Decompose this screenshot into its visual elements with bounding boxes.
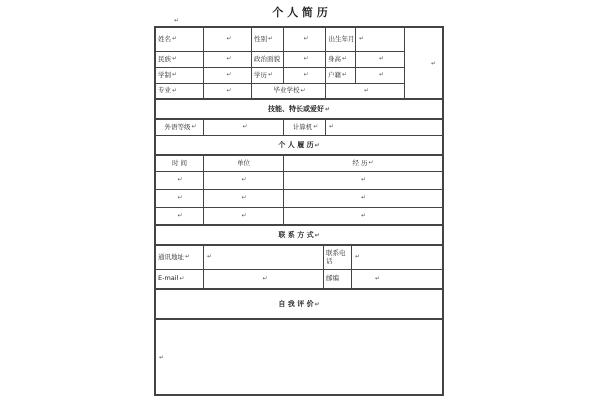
- row-basic-3: [156, 68, 404, 84]
- major-value-cell[interactable]: [204, 84, 252, 98]
- return-mark: ↵: [174, 17, 180, 24]
- return-mark: ↵: [241, 176, 247, 184]
- contact-row-2: [156, 270, 442, 290]
- education-value-cell[interactable]: [284, 68, 326, 83]
- return-mark: ↵: [303, 35, 309, 43]
- return-mark: ↵: [368, 159, 374, 167]
- email-label-cell: [156, 270, 204, 288]
- return-mark: ↵: [329, 123, 335, 131]
- phone-label-cell: [324, 246, 352, 269]
- hukou-label-cell: [326, 68, 356, 83]
- self-eval-header: [156, 290, 442, 318]
- birth-label-cell: [326, 28, 356, 51]
- unit-value-cell[interactable]: [204, 172, 284, 189]
- language-label-cell: [156, 120, 204, 135]
- return-mark: ↵: [303, 55, 309, 63]
- email-label: E-mail: [158, 274, 179, 283]
- education-label: 学历: [254, 70, 267, 79]
- unit-value-cell[interactable]: [204, 208, 284, 224]
- return-mark: ↵: [226, 35, 232, 43]
- experience-column-header: [284, 156, 442, 171]
- return-mark: ↵: [303, 71, 309, 79]
- experience-value-cell[interactable]: [284, 208, 442, 224]
- email-value-cell[interactable]: [204, 270, 324, 288]
- computer-label-cell: [284, 120, 326, 135]
- postcode-value-cell[interactable]: [352, 270, 442, 288]
- phone-value-cell[interactable]: [352, 246, 442, 269]
- return-mark: ↵: [378, 55, 385, 63]
- language-label: 外语等级: [164, 122, 191, 131]
- return-mark: ↵: [355, 253, 361, 261]
- gender-label-cell: [252, 28, 284, 51]
- return-mark: ↵: [363, 86, 370, 94]
- return-mark: ↵: [378, 71, 385, 79]
- hukou-label: 户籍: [328, 70, 341, 79]
- address-label: 通讯地址: [158, 252, 184, 261]
- degree-value-cell[interactable]: [204, 68, 252, 83]
- resume-entry-row: [156, 172, 442, 190]
- name-label: 姓名: [158, 34, 171, 43]
- address-label-cell: [156, 246, 204, 269]
- resume-header: [156, 136, 442, 154]
- computer-label: 计算机: [292, 122, 313, 131]
- return-mark: ↵: [314, 231, 320, 239]
- return-mark: ↵: [172, 35, 178, 43]
- resume-entry-row: [156, 190, 442, 208]
- education-label-cell: [252, 68, 284, 83]
- return-mark: ↵: [226, 86, 232, 94]
- return-mark: ↵: [172, 71, 178, 79]
- unit-value-cell[interactable]: [204, 190, 284, 207]
- degree-label: 学制: [158, 70, 171, 79]
- contact-header-text: 联 系 方 式: [278, 231, 314, 239]
- return-mark: ↵: [262, 274, 268, 282]
- postcode-label-cell: [324, 270, 352, 288]
- return-mark: ↵: [172, 55, 178, 63]
- name-label-cell: [156, 28, 204, 51]
- row-basic-2: [156, 52, 404, 68]
- skills-header-text: 技能、特长或爱好: [267, 105, 324, 113]
- self-eval-body[interactable]: [156, 320, 442, 394]
- time-value-cell[interactable]: [156, 208, 204, 224]
- return-mark: ↵: [359, 35, 365, 43]
- unit-column-label: 单位: [237, 158, 250, 167]
- return-mark: ↵: [360, 211, 367, 219]
- self-eval-header-text: 自 我 评 价: [278, 300, 314, 308]
- return-mark: ↵: [324, 105, 331, 113]
- time-value-cell[interactable]: [156, 172, 204, 189]
- return-mark: ↵: [300, 86, 306, 94]
- computer-value-cell[interactable]: [326, 120, 442, 135]
- gender-value-cell[interactable]: [284, 28, 326, 51]
- time-value-cell[interactable]: [156, 190, 204, 207]
- school-label: 毕业学校: [273, 86, 300, 95]
- postcode-label: 邮编: [326, 274, 339, 283]
- ethnic-label: 民族: [158, 54, 171, 63]
- return-mark: ↵: [177, 176, 183, 184]
- phone-label: 联系电话: [326, 249, 346, 265]
- contact-header-row: [156, 226, 442, 246]
- row-basic-1: [156, 28, 404, 52]
- birth-value-cell[interactable]: [356, 28, 404, 51]
- time-column-label: 时 间: [171, 158, 188, 167]
- return-mark: ↵: [226, 55, 232, 63]
- school-value-cell[interactable]: [326, 84, 404, 98]
- height-value-cell[interactable]: [356, 52, 404, 67]
- political-value-cell[interactable]: [284, 52, 326, 67]
- return-mark: ↵: [375, 274, 381, 282]
- return-mark: ↵: [241, 194, 247, 202]
- experience-value-cell[interactable]: [284, 172, 442, 189]
- row-basic-4: [156, 84, 404, 100]
- skills-header-row: [156, 100, 442, 120]
- language-value-cell[interactable]: [204, 120, 284, 135]
- major-label: 专业: [158, 86, 171, 95]
- skills-header: [156, 100, 442, 118]
- resume-form: [154, 26, 444, 396]
- return-mark: ↵: [241, 211, 247, 219]
- birth-label: 出生年月: [328, 34, 355, 43]
- school-label-cell: [252, 84, 326, 98]
- return-mark: ↵: [191, 123, 197, 131]
- photo-cell[interactable]: [404, 28, 442, 100]
- resume-header-text: 个 人 履 历: [278, 141, 314, 149]
- return-mark: ↵: [177, 194, 183, 202]
- contact-row-1: [156, 246, 442, 270]
- resume-entry-row: [156, 208, 442, 226]
- return-mark: ↵: [430, 59, 436, 67]
- return-mark: ↵: [360, 176, 367, 184]
- return-mark: ↵: [226, 71, 232, 79]
- time-column-header: [156, 156, 204, 171]
- resume-columns-row: [156, 156, 442, 172]
- return-mark: ↵: [314, 300, 320, 308]
- experience-column-label: 经 历: [352, 158, 368, 167]
- political-label-cell: [252, 52, 284, 67]
- height-label: 身高: [328, 54, 341, 63]
- major-label-cell: [156, 84, 204, 98]
- contact-header: [156, 226, 442, 244]
- address-value-cell[interactable]: [204, 246, 324, 269]
- self-eval-header-row: [156, 290, 442, 320]
- return-mark: ↵: [268, 35, 274, 43]
- return-mark: ↵: [207, 253, 213, 261]
- ethnic-label-cell: [156, 52, 204, 67]
- experience-value-cell[interactable]: [284, 190, 442, 207]
- return-mark: ↵: [342, 55, 348, 63]
- return-mark: ↵: [177, 211, 183, 219]
- return-mark: ↵: [268, 71, 274, 79]
- return-mark: ↵: [342, 71, 348, 79]
- degree-label-cell: [156, 68, 204, 83]
- return-mark: ↵: [314, 141, 320, 149]
- return-mark: ↵: [185, 253, 191, 261]
- return-mark: ↵: [242, 123, 248, 131]
- page-title: 个 人 简 历: [272, 6, 328, 19]
- return-mark: ↵: [172, 86, 178, 94]
- ethnic-value-cell[interactable]: [204, 52, 252, 67]
- name-value-cell[interactable]: [204, 28, 252, 51]
- hukou-value-cell[interactable]: [356, 68, 404, 83]
- return-mark: ↵: [313, 123, 319, 131]
- unit-column-header: [204, 156, 284, 171]
- gender-label: 性别: [254, 34, 267, 43]
- return-mark: ↵: [159, 354, 165, 361]
- political-label: 政治面貌: [254, 54, 280, 63]
- return-mark: ↵: [179, 274, 185, 282]
- return-mark: ↵: [360, 194, 367, 202]
- skills-row: [156, 120, 442, 136]
- height-label-cell: [326, 52, 356, 67]
- resume-header-row: [156, 136, 442, 156]
